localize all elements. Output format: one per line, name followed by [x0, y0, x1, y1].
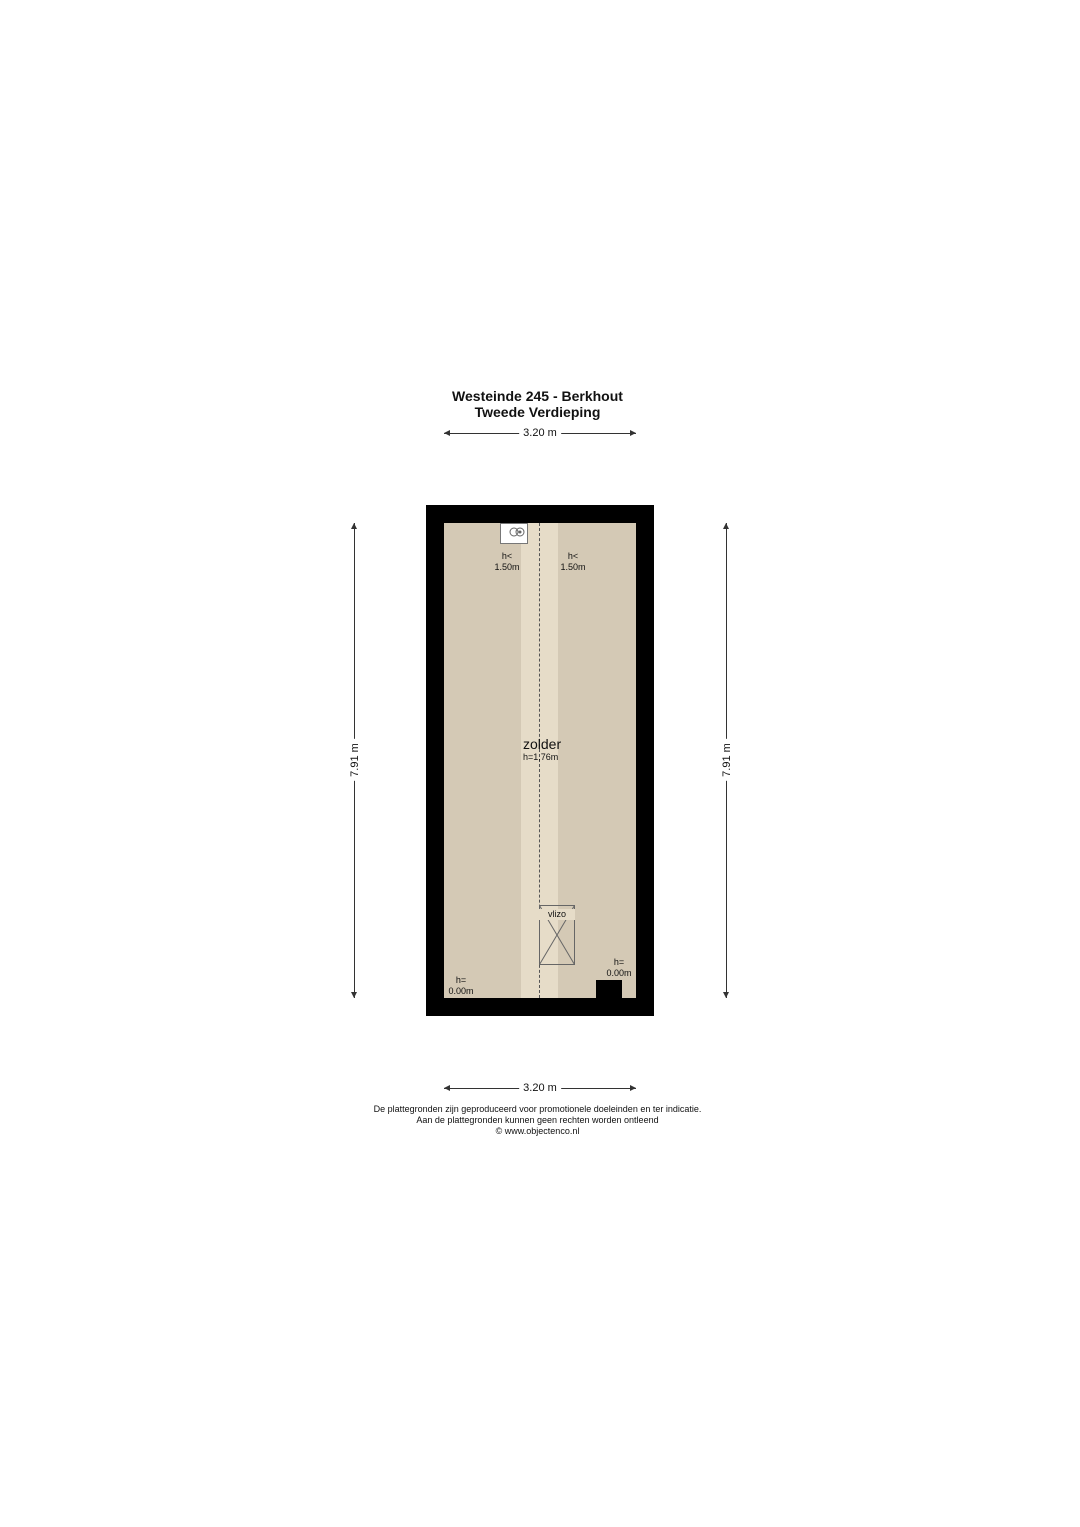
hatch-label: vlizo	[539, 909, 575, 920]
height-bottom-left-line2: 0.00m	[448, 986, 474, 996]
plan-address-title: Westeinde 245 - Berkhout	[452, 388, 623, 404]
height-top-left-line1: h<	[501, 551, 513, 561]
boiler-icon	[500, 523, 528, 544]
room-height: h=1,76m	[523, 752, 559, 762]
height-bottom-left-line1: h=	[455, 975, 467, 985]
height-top-right-line1: h<	[567, 551, 579, 561]
dimension-length-left: 7.91 m	[349, 739, 361, 781]
disclaimer-line-2: Aan de plattegronden kunnen geen rechten worden ontleend	[416, 1115, 659, 1125]
dimension-width-bottom: 3.20 m	[519, 1082, 561, 1094]
height-bottom-right-line2: 0.00m	[606, 968, 632, 978]
dimension-length-right: 7.91 m	[721, 739, 733, 781]
disclaimer-line-3: © www.objectenco.nl	[495, 1126, 580, 1136]
height-top-left-line2: 1.50m	[494, 562, 520, 572]
plan-floor-title: Tweede Verdieping	[474, 404, 601, 420]
room-name: zolder	[523, 736, 562, 752]
height-top-right-line2: 1.50m	[560, 562, 586, 572]
dimension-width-top: 3.20 m	[519, 427, 561, 439]
disclaimer-line-1: De plattegronden zijn geproduceerd voor promotionele doeleinden en ter indicatie.	[373, 1104, 702, 1114]
height-bottom-right-line1: h=	[613, 957, 625, 967]
chimney-block	[596, 980, 622, 998]
